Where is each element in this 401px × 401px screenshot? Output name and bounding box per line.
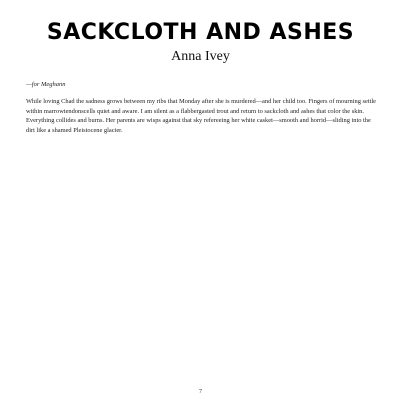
page-number: 7: [199, 389, 202, 395]
story-title: SACKCLOTH AND ASHES: [46, 20, 355, 45]
dedication: —for Meghann: [26, 81, 66, 88]
author-name: Anna Ivey: [171, 49, 230, 64]
body-paragraph: While loving Chad the sadness grows between my ribs that Monday after she is murdered—and her child too. Fingers of mourning settle within marrowtendonscells quiet and aware. I am silent as a flabbergasted trout and return to sackcloth and ashes that color the skin. Everything collides and burns. Her parents are wisps against that sky refereeing her white casket—smooth and horrid—sliding into the dirt like a shamed Pleistocene glacier.: [26, 98, 376, 134]
